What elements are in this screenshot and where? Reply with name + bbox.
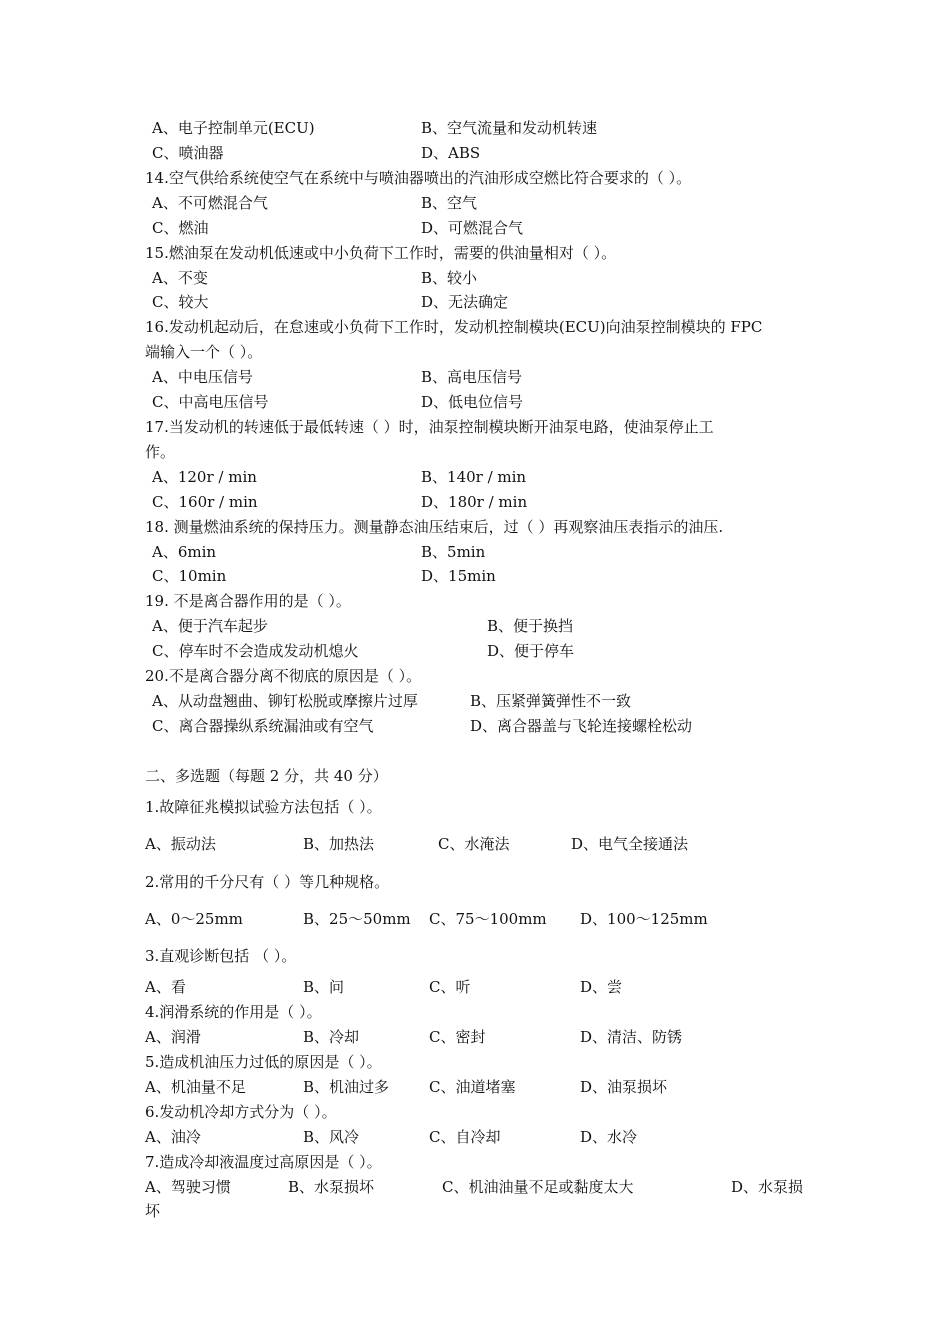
mq2-option-d: D、100～125mm <box>580 910 708 928</box>
mq3-option-d: D、尝 <box>580 978 623 996</box>
q17-stem-line1: 17.当发动机的转速低于最低转速（ ）时，油泵控制模块断开油泵电路，使油泵停止工 <box>145 418 714 436</box>
mq4-option-c: C、密封 <box>429 1028 486 1046</box>
mq5-option-a: A、机油量不足 <box>145 1078 246 1096</box>
mq2-option-c: C、75～100mm <box>429 910 547 928</box>
mq1-option-b: B、加热法 <box>303 835 375 853</box>
q18-option-b: B、5min <box>421 543 486 561</box>
mq4-option-d: D、清洁、防锈 <box>580 1028 683 1046</box>
mq4-stem: 4.润滑系统的作用是（ ）。 <box>145 1003 322 1021</box>
mq3-stem: 3.直观诊断包括 （ ）。 <box>145 947 297 965</box>
mq5-stem: 5.造成机油压力过低的原因是（ ）。 <box>145 1053 382 1071</box>
q14-stem: 14.空气供给系统使空气在系统中与喷油器喷出的汽油形成空燃比符合要求的（ ）。 <box>145 169 692 187</box>
mq6-option-a: A、油冷 <box>145 1128 201 1146</box>
q17-option-d: D、180r / min <box>421 493 528 511</box>
q19-stem: 19. 不是离合器作用的是（ ）。 <box>145 592 351 610</box>
mq4-option-b: B、冷却 <box>303 1028 360 1046</box>
mq1-option-d: D、电气全接通法 <box>571 835 689 853</box>
q15-stem: 15.燃油泵在发动机低速或中小负荷下工作时，需要的供油量相对（ ）。 <box>145 244 617 262</box>
mq7-option-c: C、机油油量不足或黏度太大 <box>442 1178 634 1196</box>
q14-option-c: C、燃油 <box>152 219 209 237</box>
mq2-stem: 2.常用的千分尺有（ ）等几种规格。 <box>145 873 390 891</box>
mq7-option-d: D、水泵损 <box>731 1178 804 1196</box>
q16-stem-line2: 端输入一个（ ）。 <box>145 343 263 361</box>
mq3-option-a: A、看 <box>145 978 186 996</box>
q18-option-d: D、15min <box>421 567 496 585</box>
q13-option-a: A、电子控制单元(ECU) <box>152 119 315 137</box>
mq3-option-c: C、听 <box>429 978 471 996</box>
mq7-option-a: A、驾驶习惯 <box>145 1178 231 1196</box>
mq5-option-c: C、油道堵塞 <box>429 1078 516 1096</box>
q14-option-d: D、可燃混合气 <box>421 219 524 237</box>
q16-stem-line1: 16.发动机起动后，在怠速或小负荷下工作时，发动机控制模块(ECU)向油泵控制模块的 FPC <box>145 318 763 336</box>
q14-option-b: B、空气 <box>421 194 478 212</box>
mq7-option-b: B、水泵损坏 <box>288 1178 375 1196</box>
mq5-option-d: D、油泵损坏 <box>580 1078 668 1096</box>
q15-option-c: C、较大 <box>152 293 209 311</box>
q16-option-a: A、中电压信号 <box>152 368 253 386</box>
q14-option-a: A、不可燃混合气 <box>152 194 268 212</box>
q18-stem: 18. 测量燃油系统的保持压力。测量静态油压结束后，过（ ）再观察油压表指示的油压. <box>145 518 724 536</box>
mq7-stem: 7.造成冷却液温度过高原因是（ ）。 <box>145 1153 382 1171</box>
mq2-option-a: A、0～25mm <box>145 910 243 928</box>
q17-option-c: C、160r / min <box>152 493 258 511</box>
section-title-multi-choice: 二、多选题（每题 2 分，共 40 分） <box>145 767 388 785</box>
q20-stem: 20.不是离合器分离不彻底的原因是（ ）。 <box>145 667 422 685</box>
q18-option-a: A、6min <box>152 543 217 561</box>
mq6-option-d: D、水冷 <box>580 1128 638 1146</box>
q19-option-d: D、便于停车 <box>487 642 575 660</box>
mq3-option-b: B、问 <box>303 978 345 996</box>
q18-option-c: C、10min <box>152 567 227 585</box>
mq1-stem: 1.故障征兆模拟试验方法包括（ ）。 <box>145 798 382 816</box>
q13-option-c: C、喷油器 <box>152 144 224 162</box>
q19-option-a: A、便于汽车起步 <box>152 617 268 635</box>
q19-option-b: B、便于换挡 <box>487 617 574 635</box>
q13-option-d: D、ABS <box>421 144 481 162</box>
mq2-option-b: B、25～50mm <box>303 910 411 928</box>
mq4-option-a: A、润滑 <box>145 1028 201 1046</box>
mq6-stem: 6.发动机冷却方式分为（ ）。 <box>145 1103 337 1121</box>
q13-option-b: B、空气流量和发动机转速 <box>421 119 598 137</box>
q16-option-d: D、低电位信号 <box>421 393 524 411</box>
mq7-option-d-continued: 坏 <box>145 1202 161 1220</box>
q15-option-b: B、较小 <box>421 269 478 287</box>
q15-option-d: D、无法确定 <box>421 293 509 311</box>
mq1-option-a: A、振动法 <box>145 835 216 853</box>
mq5-option-b: B、机油过多 <box>303 1078 390 1096</box>
mq1-option-c: C、水淹法 <box>438 835 510 853</box>
q20-option-c: C、离合器操纵系统漏油或有空气 <box>152 717 374 735</box>
q20-option-b: B、压紧弹簧弹性不一致 <box>470 692 632 710</box>
q16-option-c: C、中高电压信号 <box>152 393 269 411</box>
q20-option-d: D、离合器盖与飞轮连接螺栓松动 <box>470 717 693 735</box>
q19-option-c: C、停车时不会造成发动机熄火 <box>152 642 359 660</box>
q16-option-b: B、高电压信号 <box>421 368 523 386</box>
q15-option-a: A、不变 <box>152 269 208 287</box>
q20-option-a: A、从动盘翘曲、铆钉松脱或摩擦片过厚 <box>152 692 418 710</box>
q17-option-b: B、140r / min <box>421 468 527 486</box>
q17-stem-line2: 作。 <box>145 443 176 461</box>
q17-option-a: A、120r / min <box>152 468 257 486</box>
mq6-option-b: B、风冷 <box>303 1128 360 1146</box>
mq6-option-c: C、自冷却 <box>429 1128 501 1146</box>
